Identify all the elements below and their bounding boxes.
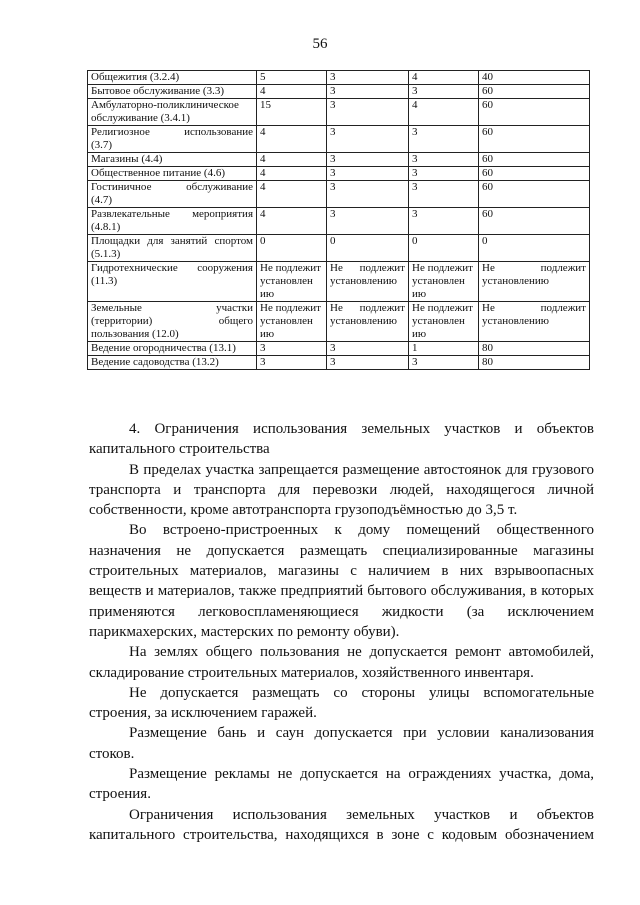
- land-use-type-cell: [88, 126, 257, 153]
- value-cell: 0: [327, 235, 409, 262]
- value-cell: 3: [327, 85, 409, 99]
- value-cell: 80: [479, 342, 590, 356]
- value-cell: 3: [409, 85, 479, 99]
- land-use-type-line: Ведение садоводства (13.2): [91, 356, 219, 368]
- value-cell: 60: [479, 85, 590, 99]
- paragraph: Размещение бань и саун допускается при условии канализования стоков.: [89, 725, 594, 762]
- land-use-type-cell: [88, 153, 257, 167]
- value-cell: 5: [257, 71, 327, 85]
- value-cell: 3: [327, 181, 409, 208]
- land-use-type-line: Магазины (4.4): [91, 153, 163, 165]
- land-use-type-cell: [88, 71, 257, 85]
- table-row: [88, 356, 590, 370]
- value-cell: 0: [409, 235, 479, 262]
- value-cell: 3: [409, 167, 479, 181]
- value-cell: 3: [327, 99, 409, 126]
- table-body: [88, 71, 590, 370]
- land-use-type-line: Земельные участки: [91, 302, 253, 314]
- table-row: [88, 99, 590, 126]
- value-cell: 3: [409, 208, 479, 235]
- land-use-type-line: (5.1.3): [91, 248, 121, 260]
- value-cell: 3: [257, 356, 327, 370]
- land-use-type-line: Бытовое обслуживание (3.3): [91, 85, 224, 97]
- value-cell: 3: [327, 342, 409, 356]
- value-cell: 60: [479, 167, 590, 181]
- table-row: [88, 208, 590, 235]
- value-cell: 4: [257, 85, 327, 99]
- table-row: [88, 167, 590, 181]
- value-cell: 3: [257, 342, 327, 356]
- table-row: [88, 342, 590, 356]
- value-cell: 4: [257, 126, 327, 153]
- value-cell: 4: [257, 167, 327, 181]
- land-use-type-cell: [88, 85, 257, 99]
- value-cell: Не подлежит установлен ию: [409, 262, 479, 302]
- land-use-type-cell: [88, 99, 257, 126]
- land-use-type-cell: [88, 235, 257, 262]
- value-cell: 4: [409, 71, 479, 85]
- land-use-type-line: (11.3): [91, 275, 118, 287]
- value-cell: 0: [257, 235, 327, 262]
- paragraph: Не допускается размещать со стороны улицы вспомогательные строения, за исключением гаражей.: [89, 684, 594, 722]
- value-cell: 3: [409, 153, 479, 167]
- value-cell: 3: [327, 208, 409, 235]
- value-cell: Не подлежит установлен ию: [257, 302, 327, 342]
- land-use-type-line: (территории) общего: [91, 315, 253, 327]
- land-use-type-line: Религиозное использование: [91, 126, 253, 138]
- value-cell: 40: [479, 71, 590, 85]
- value-cell: 80: [479, 356, 590, 370]
- value-cell: 3: [409, 126, 479, 153]
- table-row: [88, 126, 590, 153]
- land-use-type-line: Развлекательные мероприятия: [91, 208, 253, 220]
- value-cell: 60: [479, 99, 590, 126]
- land-use-type-line: (3.7): [91, 139, 113, 151]
- value-cell: 1: [409, 342, 479, 356]
- value-cell: 3: [327, 126, 409, 153]
- section-heading: 4. Ограничения использования земельных участков и объектов капитального строительства: [89, 421, 594, 458]
- value-cell: 4: [257, 153, 327, 167]
- paragraph: В пределах участка запрещается размещение автостоянок для грузового транспорта и транспорта для перевозки людей, находящегося личной собственности, кроме автотранспорта грузоподъёмностью до 3,5 т.: [89, 461, 594, 519]
- land-use-parameters-table: [87, 70, 590, 370]
- value-cell: 0: [479, 235, 590, 262]
- land-use-type-line: Амбулаторно-поликлиническое: [91, 99, 239, 111]
- value-cell: 3: [327, 71, 409, 85]
- value-cell: Не подлежит установлен ию: [409, 302, 479, 342]
- table-row: [88, 153, 590, 167]
- land-use-type-line: обслуживание (3.4.1): [91, 112, 190, 124]
- value-cell: Не подлежит установлен ию: [257, 262, 327, 302]
- value-cell: 60: [479, 181, 590, 208]
- table-row: [88, 181, 590, 208]
- land-use-type-cell: [88, 342, 257, 356]
- land-use-type-line: Ведение огородничества (13.1): [91, 342, 236, 354]
- value-cell: Не подлежит установлению: [479, 302, 590, 342]
- value-cell: 15: [257, 99, 327, 126]
- land-use-type-cell: [88, 181, 257, 208]
- land-use-type-line: пользования (12.0): [91, 328, 179, 340]
- value-cell: 3: [409, 181, 479, 208]
- paragraph: Ограничения использования земельных участков и объектов капитального строительства, находящихся в зоне с кодовым обозначением: [89, 806, 594, 843]
- land-use-type-line: Гостиничное обслуживание: [91, 181, 253, 193]
- land-use-type-cell: [88, 167, 257, 181]
- value-cell: 3: [327, 153, 409, 167]
- value-cell: Не подлежит установлению: [327, 262, 409, 302]
- land-use-type-line: Площадки для занятий спортом: [91, 235, 253, 247]
- value-cell: 4: [257, 181, 327, 208]
- value-cell: 3: [327, 356, 409, 370]
- value-cell: 4: [257, 208, 327, 235]
- paragraph: Размещение рекламы не допускается на ограждениях участка, дома, строения.: [89, 766, 594, 803]
- land-use-type-line: (4.8.1): [91, 221, 121, 233]
- table-row: [88, 302, 590, 342]
- value-cell: 3: [327, 167, 409, 181]
- land-use-type-line: Общежития (3.2.4): [91, 71, 180, 83]
- land-use-type-line: Гидротехнические сооружения: [91, 262, 253, 274]
- value-cell: 3: [409, 356, 479, 370]
- value-cell: Не подлежит установлению: [327, 302, 409, 342]
- land-use-type-cell: [88, 208, 257, 235]
- table-row: [88, 71, 590, 85]
- value-cell: 4: [409, 99, 479, 126]
- body-text: [89, 419, 594, 845]
- table-row: [88, 262, 590, 302]
- land-use-type-cell: [88, 302, 257, 342]
- paragraph: Во встроено-пристроенных к дому помещений общественного назначения не допускается размещать специализированные магазины строительных материалов, магазины с наличием в них взрывоопасных веществ и материалов, также предприятий бытового обслуживания, в которых применяются легковоспламеняющиеся жидкости (за исключением парикмахерских, мастерских по ремонту обуви).: [89, 522, 594, 640]
- value-cell: 60: [479, 126, 590, 153]
- land-use-type-cell: [88, 356, 257, 370]
- table-row: [88, 235, 590, 262]
- value-cell: 60: [479, 153, 590, 167]
- land-use-type-line: (4.7): [91, 194, 113, 206]
- table-row: [88, 85, 590, 99]
- value-cell: Не подлежит установлению: [479, 262, 590, 302]
- paragraph: На землях общего пользования не допускается ремонт автомобилей, складирование строительных материалов, хозяйственного инвентаря.: [89, 644, 594, 681]
- page-number: 56: [312, 36, 328, 52]
- land-use-type-cell: [88, 262, 257, 302]
- value-cell: 60: [479, 208, 590, 235]
- land-use-type-line: Общественное питание (4.6): [91, 167, 225, 179]
